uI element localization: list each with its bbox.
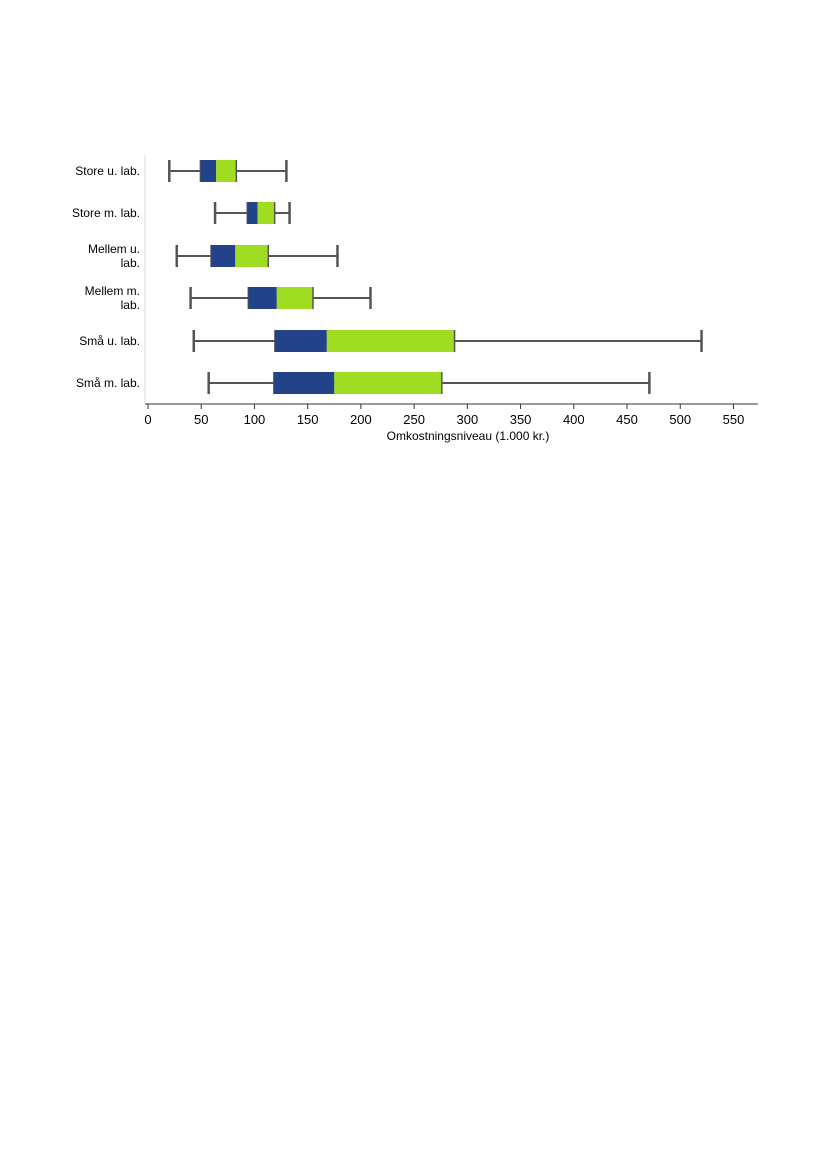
category-label: Store m. lab. xyxy=(71,206,140,220)
x-tick-label: 550 xyxy=(722,412,745,427)
box-lower-quartile xyxy=(248,287,277,309)
box-upper-quartile xyxy=(258,202,275,224)
box-row xyxy=(169,160,286,182)
box-upper-quartile xyxy=(277,287,313,309)
box-lower-quartile xyxy=(200,160,216,182)
x-axis-ticks xyxy=(144,404,744,427)
box-lower-quartile xyxy=(211,245,235,267)
x-tick-label: 350 xyxy=(509,412,532,427)
box-row xyxy=(209,372,650,394)
x-tick-label: 200 xyxy=(350,412,372,427)
category-label: Store u. lab. xyxy=(75,164,140,178)
box-upper-quartile xyxy=(327,330,455,352)
x-tick-label: 150 xyxy=(296,412,319,427)
box-lower-quartile xyxy=(247,202,258,224)
box-row xyxy=(215,202,290,224)
box-lower-quartile xyxy=(275,330,327,352)
x-tick-label: 0 xyxy=(144,412,152,427)
x-tick-label: 300 xyxy=(456,412,479,427)
box-row xyxy=(191,287,371,309)
x-tick-label: 500 xyxy=(669,412,692,427)
box-lower-quartile xyxy=(274,372,335,394)
x-tick-label: 400 xyxy=(562,412,585,427)
category-label: Små m. lab. xyxy=(75,376,140,390)
category-label: Små u. lab. xyxy=(79,334,140,348)
category-label: lab. xyxy=(120,298,140,312)
boxes-layer xyxy=(169,160,701,394)
x-tick-label: 100 xyxy=(243,412,266,427)
x-axis-title: Omkostningsniveau (1.000 kr.) xyxy=(386,429,550,443)
box-upper-quartile xyxy=(216,160,236,182)
category-labels xyxy=(72,164,140,390)
box-row xyxy=(177,245,338,267)
box-upper-quartile xyxy=(334,372,442,394)
x-tick-label: 50 xyxy=(193,412,209,427)
category-label: lab. xyxy=(120,256,140,270)
category-label: Mellem m. xyxy=(84,284,140,298)
box-row xyxy=(194,330,702,352)
box-upper-quartile xyxy=(235,245,268,267)
x-tick-label: 250 xyxy=(403,412,425,427)
box-plot-chart xyxy=(0,0,826,470)
x-tick-label: 450 xyxy=(616,412,638,427)
category-label: Mellem u. xyxy=(87,242,140,256)
